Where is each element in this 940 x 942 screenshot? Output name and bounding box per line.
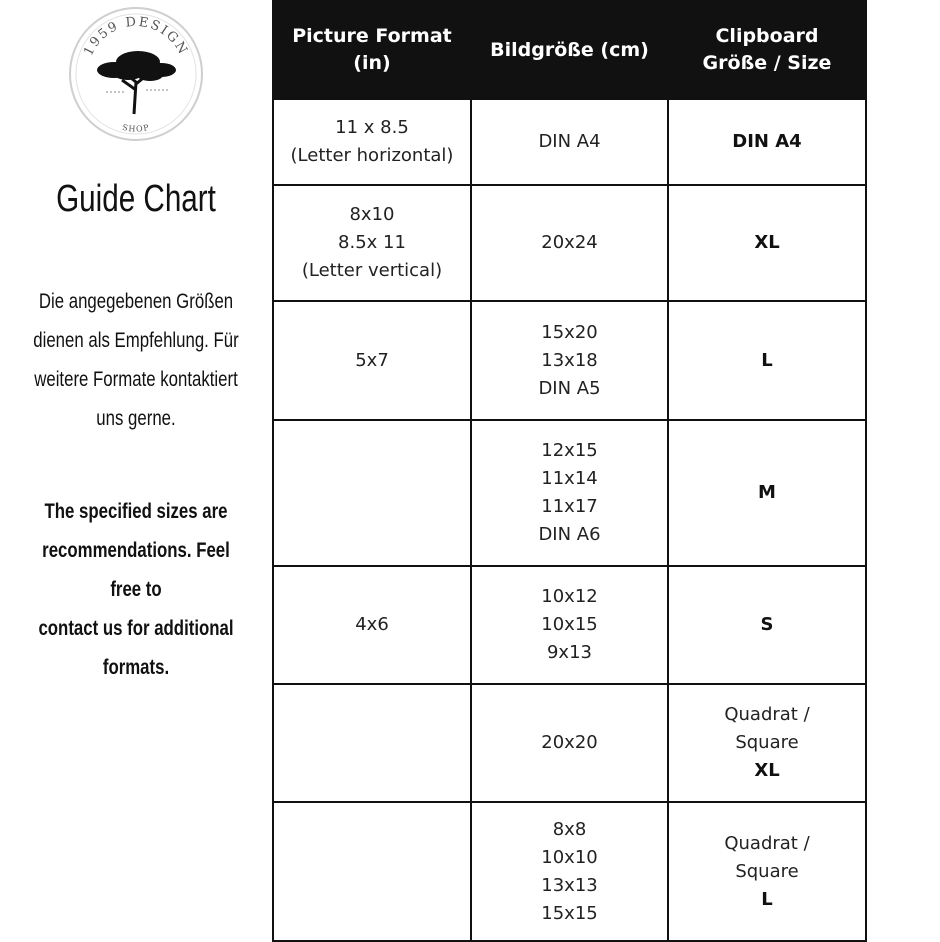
note-line: The specified sizes are [44,500,228,523]
brand-logo [66,4,206,144]
page-title: Guide Chart [56,178,216,220]
cell-picture-format [273,684,471,802]
clipboard-size-value: XL [754,760,780,781]
bildgroesse-text: 10x10 [541,846,598,868]
note-line: formats. [102,656,170,679]
header-text: Clipboard [715,25,819,47]
cell-clipboard-size [668,566,866,684]
clipboard-size-value: DIN A4 [732,131,802,152]
cell-bildgroesse [471,185,668,301]
svg-text:SHOP [121,123,150,134]
bildgroesse-text: 11x17 [541,496,598,517]
note-german [27,282,245,438]
size-chart-table [272,0,867,942]
cell-picture-format [273,301,471,420]
clipboard-size-label: Quadrat / [724,832,810,854]
note-line: contact us for additional [38,617,234,640]
bildgroesse-text: DIN A4 [538,131,601,152]
cell-bildgroesse [471,684,668,802]
table-row [273,802,866,941]
bildgroesse-text: DIN A6 [538,524,601,545]
cell-bildgroesse [471,566,668,684]
clipboard-size-label: Square [735,732,799,753]
picture-format-text: 4x6 [355,614,389,635]
picture-format-text: 8.5x 11 [338,232,406,253]
bildgroesse-text: 20x20 [541,732,598,753]
cell-bildgroesse [471,802,668,941]
bildgroesse-text: 15x15 [541,902,598,924]
bildgroesse-text: 20x24 [541,232,598,253]
bildgroesse-text: 12x15 [541,440,598,461]
cell-clipboard-size [668,301,866,420]
picture-format-text: (Letter horizontal) [290,145,454,166]
picture-format-text: 8x10 [349,204,395,225]
bildgroesse-text: 9x13 [546,642,592,663]
table-row [273,185,866,301]
header-bildgroesse [471,1,668,99]
cell-bildgroesse [471,420,668,566]
header-text: Picture Format [292,25,452,47]
bildgroesse-text: 10x15 [541,614,598,635]
cell-picture-format [273,185,471,301]
table-row [273,420,866,566]
bildgroesse-text: 15x20 [541,321,598,343]
cell-bildgroesse [471,99,668,185]
logo-arc-top-text: 1959 DESIGN [81,14,191,59]
header-text: Größe / Size [702,52,832,74]
cell-picture-format [273,802,471,941]
header-text: (in) [353,52,391,74]
clipboard-size-value: S [760,614,774,635]
cell-clipboard-size [668,802,866,941]
note-english [27,492,245,687]
header-picture-format [273,1,471,99]
clipboard-size-value: XL [754,232,780,253]
picture-format-text: (Letter vertical) [301,260,443,281]
cell-clipboard-size [668,185,866,301]
bildgroesse-text: 13x13 [541,874,598,896]
logo-arc-bottom-text: SHOP [121,122,151,134]
table-row [273,684,866,802]
cell-clipboard-size [668,99,866,185]
cell-picture-format [273,420,471,566]
cell-clipboard-size [668,684,866,802]
clipboard-size-label: Square [735,860,799,882]
table-header-row [273,1,866,99]
header-text: Bildgröße (cm) [490,38,649,61]
bildgroesse-text: DIN A5 [538,377,601,399]
note-line: recommendations. Feel free to [42,539,230,601]
bildgroesse-text: 13x18 [541,349,598,371]
cell-clipboard-size [668,420,866,566]
header-clipboard-size [668,1,866,99]
bildgroesse-text: 8x8 [552,818,587,840]
note-line: weitere Formate kontaktiert [34,368,238,391]
tree-icon [97,51,176,114]
clipboard-size-value: L [761,349,773,371]
bildgroesse-text: 10x12 [541,586,598,607]
left-panel [0,0,272,940]
table-row [273,301,866,420]
cell-picture-format [273,566,471,684]
table-row [273,99,866,185]
clipboard-size-label: Quadrat / [724,704,810,725]
cell-picture-format [273,99,471,185]
cell-bildgroesse [471,301,668,420]
picture-format-text: 11 x 8.5 [335,117,409,138]
note-line: Die angegebenen Größen [38,290,234,313]
note-line: uns gerne. [96,407,176,430]
note-line: dienen als Empfehlung. Für [33,329,239,352]
bildgroesse-text: 11x14 [541,468,598,489]
clipboard-size-value: L [761,888,773,910]
picture-format-text: 5x7 [355,349,389,371]
clipboard-size-value: M [758,482,776,503]
table-row [273,566,866,684]
